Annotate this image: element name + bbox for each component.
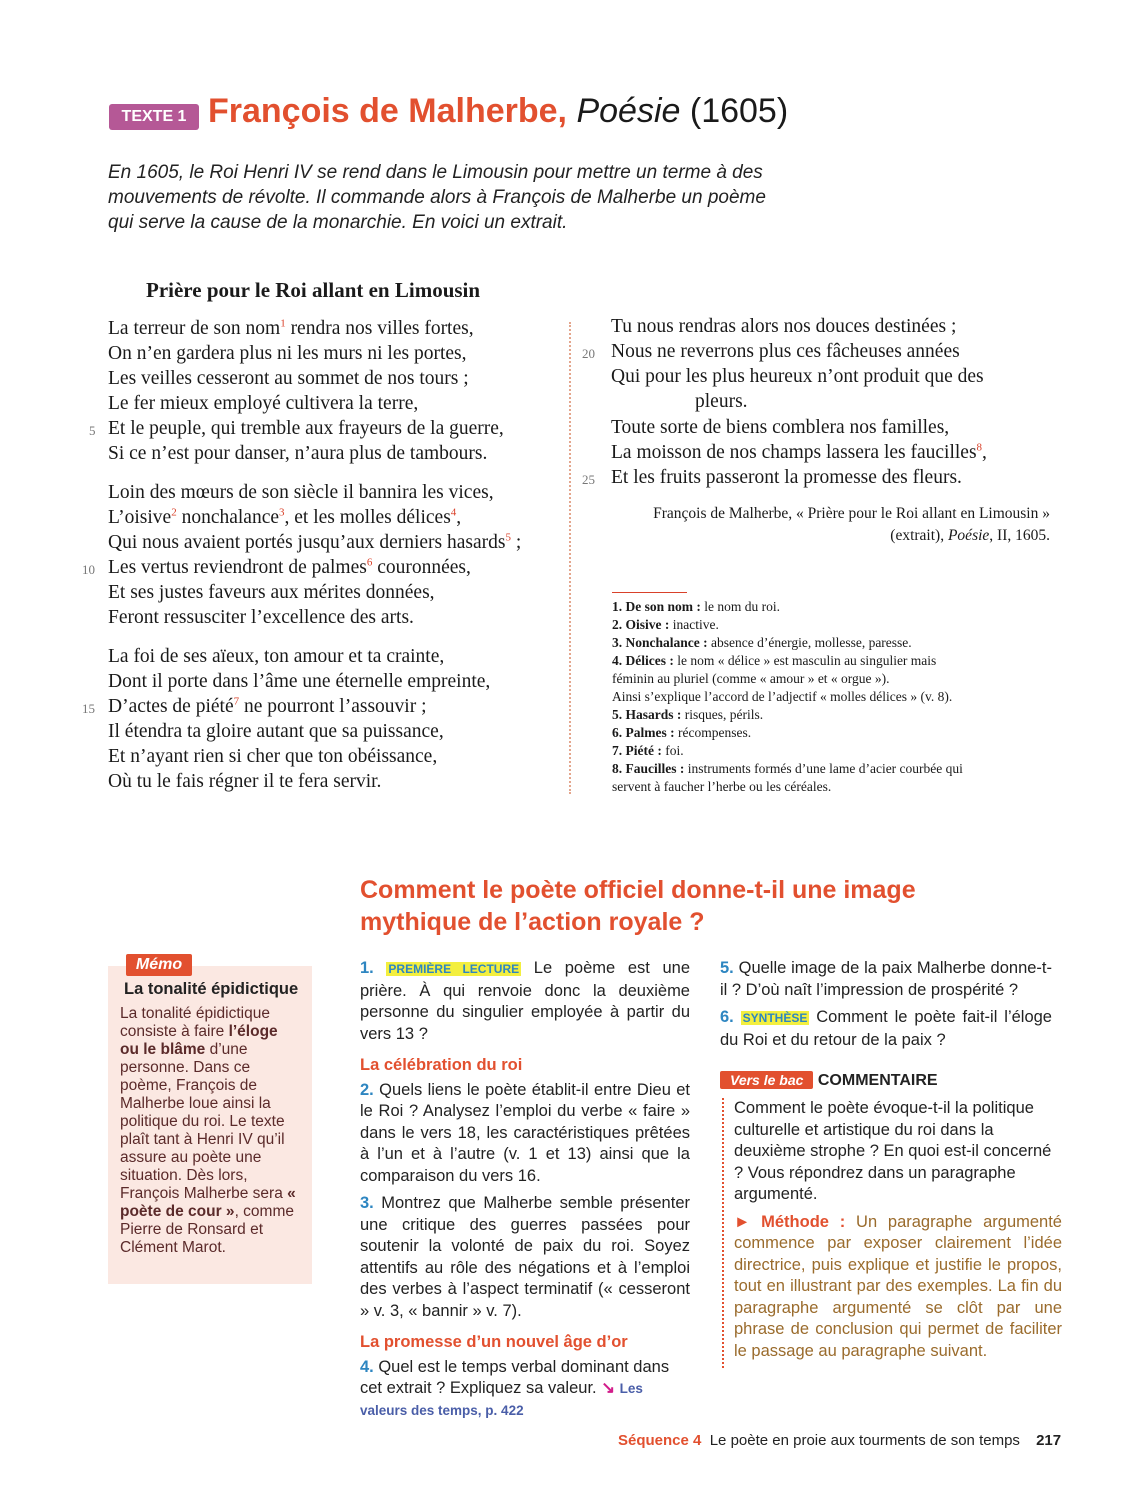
synthese-tag: SYNTHÈSE [742, 1011, 808, 1025]
title-year: (1605) [689, 92, 789, 130]
verse: Si ce n’est pour danser, n’aura plus de tambours. [108, 443, 488, 464]
texte-tag: TEXTE 1 [109, 104, 199, 130]
footnotes [612, 598, 1052, 796]
verse: Les veilles cesseront au sommet de nos tours ; [108, 368, 469, 389]
vers-le-bac-tag: Vers le bac [720, 1071, 813, 1089]
questions-title: Comment le poète officiel donne-t-il une image mythique de l’action royale ? [360, 876, 916, 936]
page-title [208, 92, 788, 131]
verse: Et les fruits passeront la promesse des fleurs. [611, 467, 962, 488]
page-footer [618, 1432, 1061, 1449]
line-number: 10 [82, 562, 95, 577]
section-heading: La célébration du roi [360, 1056, 523, 1074]
question-2: 2. Quels liens le poète établit-il entre Dieu et le Roi ? Analysez l’emploi du verbe « faire » dans le vers 18, les caractéristiques prêtées à l’un et à l’autre (v. 1 et 13) ainsi que la comparaison du vers 16. [360, 1080, 690, 1185]
line-number: 25 [582, 472, 595, 487]
column-divider [569, 322, 571, 794]
verse: L’oisive$^2$ nonchalance$^3$, et les molles délices$^4$, [108, 506, 462, 528]
memo-tag: Mémo [126, 954, 192, 976]
memo-heading: La tonalité épidictique [124, 980, 299, 998]
arrow-icon: ↘ [601, 1379, 616, 1397]
poem-citation: François de Malherbe, « Prière pour le Roi allant en Limousin » (extrait), Poésie, II, 1605. [653, 505, 1050, 544]
verse: pleurs. [695, 391, 748, 412]
verse: Les vertus reviendront de palmes$^6$ couronnées, [108, 556, 471, 578]
verse: Loin des mœurs de son siècle il bannira les vices, [108, 482, 494, 503]
premiere-lecture-tag: PREMIÈRE LECTURE [388, 962, 520, 976]
verse: Qui pour les plus heureux n’ont produit que des [611, 366, 984, 387]
verse: Nous ne reverrons plus ces fâcheuses années [611, 341, 960, 362]
verse: D’actes de piété$^7$ ne pourront l’assouvir ; [108, 695, 427, 717]
page-number: 217 [1036, 1432, 1062, 1449]
footnote: 5. Hasards : risques, périls. [612, 707, 764, 722]
footnote: Ainsi s’explique l’accord de l’adjectif « molles délices » (v. 8). [612, 689, 953, 704]
footnote: 7. Piété : foi. [612, 743, 684, 758]
verse: La foi de ses aïeux, ton amour et ta crainte, [108, 646, 445, 667]
question-4: 4. Quel est le temps verbal dominant dans cet extrait ? Expliquez sa valeur. ↘ Les valeurs des temps, p. 422 [360, 1357, 670, 1418]
footer-title: Le poète en proie aux tourments de son temps [709, 1432, 1020, 1449]
triangle-icon: ► [734, 1212, 751, 1231]
intro-text: En 1605, le Roi Henri IV se rend dans le Limousin pour mettre un terme à des mouvements de révolte. Il commande alors à François de Malherbe un poème qui serve la cause de la monarchie. En voici un extrait. [108, 162, 766, 233]
footnote: 2. Oisive : inactive. [612, 617, 719, 632]
line-number: 20 [582, 346, 595, 361]
footnote: servent à faucher l’herbe ou les céréales. [612, 779, 832, 794]
method-note: ► Méthode : Un paragraphe argumenté commence par exposer clairement l’idée directrice, puis explique et justifie le propos, tout en illustrant par des exemples. La fin du paragraphe argumenté se clôt par une phrase de conclusion qui permet de faciliter le passage au paragraphe suivant. [734, 1212, 1062, 1360]
verse: Dont il porte dans l’âme une éternelle empreinte, [108, 671, 491, 692]
title-author: François de Malherbe, [208, 92, 567, 130]
poem-title: Prière pour le Roi allant en Limousin [146, 278, 481, 302]
footnote: 1. De son nom : le nom du roi. [612, 599, 781, 614]
verse: Et le peuple, qui tremble aux frayeurs de la guerre, [108, 418, 504, 439]
footer-sequence: Séquence 4 [618, 1432, 702, 1449]
verse: Et n’ayant rien si cher que ton obéissance, [108, 746, 438, 767]
question-3: 3. Montrez que Malherbe semble présenter une critique des guerres passées pour soutenir la volonté de paix du roi. Soyez attentifs au rôle des négations et à l’emploi des verbes à l’aspect terminatif (« cesseront » v. 3, « bannir » v. 7). [360, 1194, 690, 1320]
questions-column-left [360, 958, 690, 1427]
verse: La terreur de son nom$^1$ rendra nos villes fortes, [108, 317, 474, 339]
question-1: 1. PREMIÈRE LECTURE Le poème est une prière. À qui renvoie donc la deuxième personne du singulier employée à partir du vers 13 ? [360, 959, 690, 1043]
bac-header [720, 1071, 938, 1090]
verse: La moisson de nos champs lassera les faucilles$^8$, [611, 441, 987, 463]
question-5: 5. Quelle image de la paix Malherbe donne-t-il ? D’où naît l’impression de prospérité ? [720, 959, 1052, 999]
verse: Qui nous avaient portés jusqu’aux derniers hasards$^5$ ; [108, 531, 522, 553]
verse: Où tu le fais régner il te fera servir. [108, 771, 382, 792]
question-6: 6. SYNTHÈSE Comment le poète fait-il l’éloge du Roi et du retour de la paix ? [720, 1008, 1052, 1049]
questions-column-right [720, 958, 1052, 1057]
verse: On n’en gardera plus ni les murs ni les portes, [108, 343, 467, 364]
verse: Il étendra ta gloire autant que sa puissance, [108, 721, 444, 742]
cross-reference-link[interactable]: Les valeurs des temps, p. 422 [360, 1381, 643, 1418]
line-number: 5 [89, 423, 96, 438]
verse: Le fer mieux employé cultivera la terre, [108, 393, 419, 414]
footnote: 3. Nonchalance : absence d’énergie, mollesse, paresse. [612, 635, 912, 650]
verse: Tu nous rendras alors nos douces destinées ; [611, 316, 957, 337]
verse: Toute sorte de biens comblera nos familles, [611, 417, 950, 438]
section-heading: La promesse d’un nouvel âge d’or [360, 1333, 628, 1351]
footnote-rule [612, 592, 687, 593]
memo-body: La tonalité épidictique consiste à faire l’éloge ou le blâme d’une personne. Dans ce poème, François de Malherbe loue ainsi la politique du roi. Le texte plaît tant à Henri IV qu’il assure au poète une situation. Dès lors, François Malherbe sera « poète de cour », comme Pierre de Ronsard et Clément Marot. [120, 1005, 296, 1256]
bac-prompt: Comment le poète évoque-t-il la politique culturelle et artistique du roi dans la deuxième strophe ? En quoi est-il concerné ? Vous répondrez dans un paragraphe argumenté. [734, 1099, 1052, 1203]
commentaire-label: COMMENTAIRE [817, 1072, 938, 1089]
verse: Feront ressusciter l’excellence des arts. [108, 607, 414, 628]
footnote: 6. Palmes : récompenses. [612, 725, 752, 740]
footnote: féminin au pluriel (comme « amour » et « orgue »). [612, 671, 890, 686]
verse: Et ses justes faveurs aux mérites données, [108, 582, 435, 603]
bac-body [722, 1098, 1062, 1368]
title-work: Poésie [576, 92, 681, 130]
footnote: 8. Faucilles : instruments formés d’une lame d’acier courbée qui [612, 761, 963, 776]
line-number: 15 [82, 701, 95, 716]
footnote: 4. Délices : le nom « délice » est masculin au singulier mais [612, 653, 937, 668]
